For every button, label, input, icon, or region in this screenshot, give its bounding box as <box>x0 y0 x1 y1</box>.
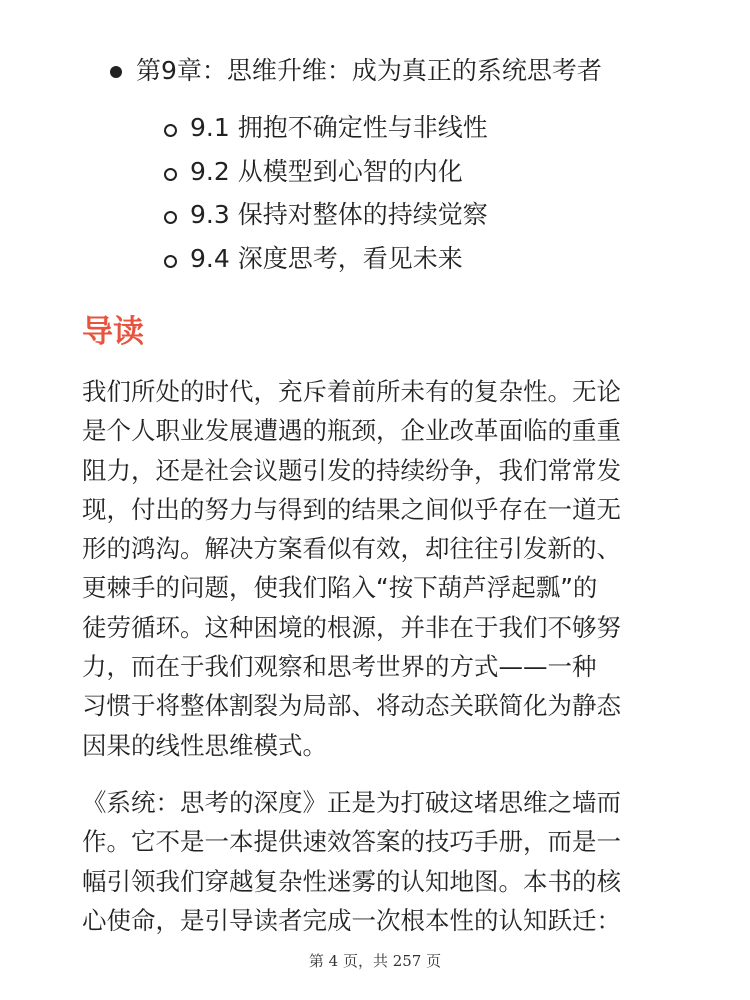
page-footer: 第 4 页，共 257 页 <box>308 952 442 970</box>
section-title: 9.4 深度思考，看见未来 <box>190 244 463 273</box>
text-line: 现，付出的努力与得到的结果之间似乎存在一道无 <box>82 494 621 524</box>
section-title: 9.3 保持对整体的持续觉察 <box>190 200 488 229</box>
paragraph-1 <box>82 372 672 765</box>
text-line: 作。它不是一本提供速效答案的技巧手册，而是一 <box>82 827 621 857</box>
text-line: 阻力，还是社会议题引发的持续纷争，我们常常发 <box>82 455 621 485</box>
text-line: 《系统：思考的深度》正是为打破这堵思维之墙而 <box>82 788 621 817</box>
text-line: 我们所处的时代，充斥着前所未有的复杂性。无论 <box>82 377 621 406</box>
text-line: 徒劳循环。这种困境的根源，并非在于我们不够努 <box>82 612 621 642</box>
text-line: 形的鸿沟。解决方案看似有效，却往往引发新的、 <box>82 534 621 564</box>
text-line: 习惯于将整体割裂为局部、将动态关联简化为静态 <box>82 691 621 721</box>
bullet-circle-icon <box>164 124 177 137</box>
bullet-circle-icon <box>164 255 177 268</box>
bullet-circle-icon <box>164 168 177 181</box>
bullet-disc-icon <box>110 66 122 78</box>
section-heading: 导读 <box>82 314 144 350</box>
bullet-circle-icon <box>164 211 177 224</box>
section-title: 9.2 从模型到心智的内化 <box>190 157 463 186</box>
section-title: 9.1 拥抱不确定性与非线性 <box>190 113 488 142</box>
text-line: 力，而在于我们观察和思考世界的方式——一种 <box>82 652 597 682</box>
text-line: 更棘手的问题，使我们陷入“按下葫芦浮起瓢”的 <box>82 573 598 603</box>
paragraph-2 <box>82 783 672 940</box>
text-line: 因果的线性思维模式。 <box>82 730 327 760</box>
text-line: 幅引领我们穿越复杂性迷雾的认知地图。本书的核 <box>82 866 621 896</box>
text-line: 心使命，是引导读者完成一次根本性的认知跃迁： <box>82 905 621 935</box>
chapter-title: 第9章：思维升维：成为真正的系统思考者 <box>136 56 602 85</box>
text-line: 是个人职业发展遭遇的瓶颈，企业改革面临的重重 <box>82 416 621 446</box>
